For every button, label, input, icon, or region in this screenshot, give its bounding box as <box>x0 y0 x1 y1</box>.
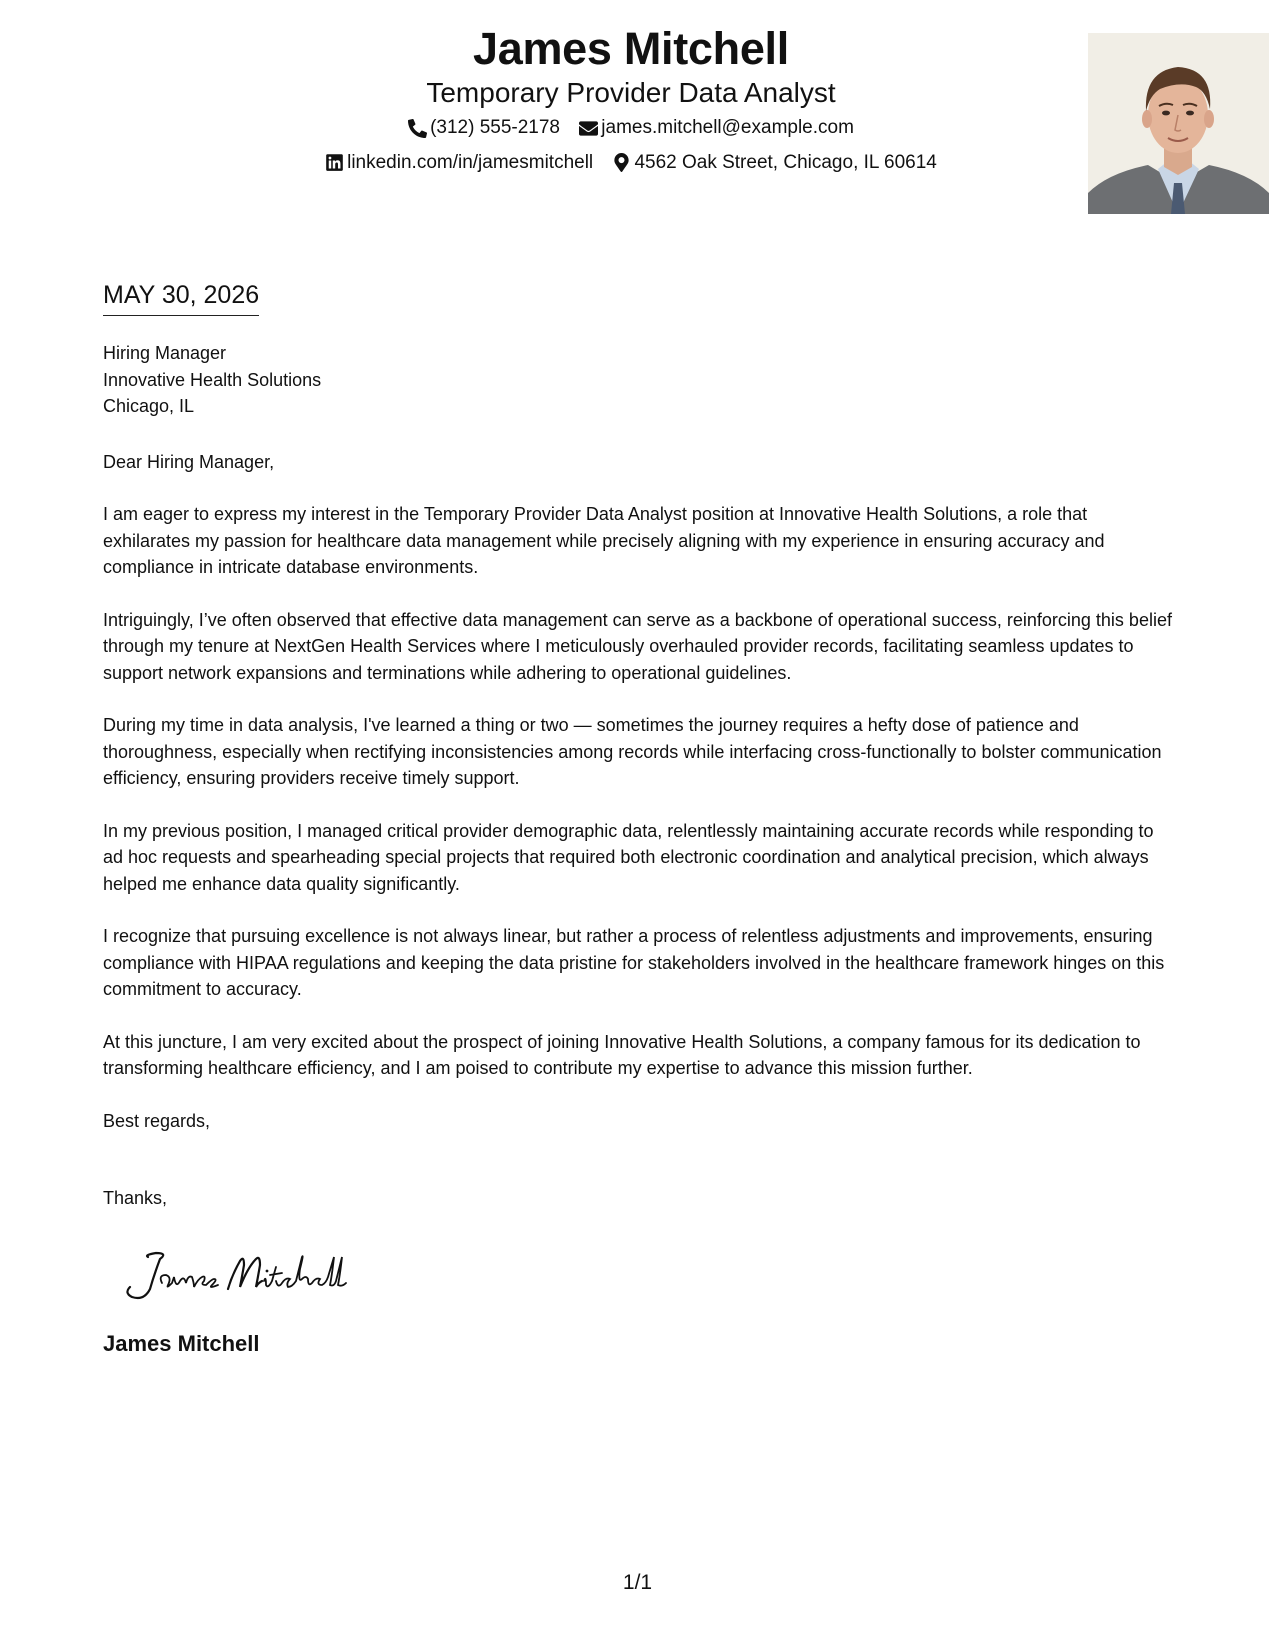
profile-photo <box>1088 33 1269 214</box>
profile-photo-image <box>1088 33 1269 214</box>
body-paragraph: At this juncture, I am very excited about the prospect of joining Innovative Health Solutions, a company famous for its dedication to transforming healthcare efficiency, and I am poised to contribute my expertise to advance this mission further. <box>103 1031 1141 1078</box>
street-address: 4562 Oak Street, Chicago, IL 60614 <box>634 151 937 173</box>
page-number: 1/1 <box>622 1571 653 1594</box>
phone-icon <box>408 119 427 138</box>
applicant-job-title: Temporary Provider Data Analyst <box>426 77 836 108</box>
thanks-line: Thanks, <box>103 1188 168 1208</box>
header-text-block <box>103 22 1159 179</box>
body-paragraph: During my time in data analysis, I've learned a thing or two — sometimes the journey requires a hefty dose of patience and thoroughness, especially when rectifying inconsistencies among records while interfacing cross-functionally to bolster communication efficiency, ensuring providers receive timely support. <box>103 715 1162 788</box>
recipient-title: Hiring Manager <box>103 343 227 363</box>
letter-header <box>103 22 1159 218</box>
letter-date-block <box>103 279 259 316</box>
map-marker-icon <box>612 153 631 172</box>
signature-image <box>110 1245 370 1305</box>
letter-body <box>103 340 1178 1212</box>
body-paragraph: I recognize that pursuing excellence is not always linear, but rather a process of relentless adjustments and improvements, ensuring compliance with HIPAA regulations and keeping the data pristine for stakeholders involved in the healthcare framework hinges on this commitment to accuracy. <box>103 926 1165 999</box>
contact-address <box>612 151 936 175</box>
body-paragraph: Intriguingly, I’ve often observed that effective data management can serve as a backbone of operational success, reinforcing this belief through my tenure at NextGen Health Services where I meticulously overhauled provider records, facilitating seamless updates to support network expansions and terminations while adhering to operational guidelines. <box>103 609 1172 683</box>
linkedin-url: linkedin.com/in/jamesmitchell <box>347 151 594 173</box>
contact-row-primary <box>103 116 1159 145</box>
body-paragraph: I am eager to express my interest in the Temporary Provider Data Analyst position at Innovative Health Solutions, a role that exhilarates my passion for healthcare data management while precisely aligning with my experience in ensuring accuracy and compliance in intricate database environments. <box>103 504 1105 577</box>
signer-name: James Mitchell <box>103 1331 260 1356</box>
email-address: james.mitchell@example.com <box>601 117 854 138</box>
phone-number: (312) 555-2178 <box>430 117 560 138</box>
contact-email <box>579 116 854 140</box>
closing-line: Best regards, <box>103 1110 211 1131</box>
salutation: Dear Hiring Manager, <box>103 451 275 472</box>
contact-phone <box>408 116 560 140</box>
contact-linkedin <box>325 151 593 175</box>
envelope-icon <box>579 119 598 138</box>
linkedin-icon <box>325 153 344 172</box>
contact-row-secondary <box>103 151 1159 180</box>
recipient-location: Chicago, IL <box>103 396 195 416</box>
recipient-block <box>103 340 1178 420</box>
handwritten-signature <box>110 1245 370 1305</box>
applicant-name: James Mitchell <box>473 23 789 74</box>
recipient-company: Innovative Health Solutions <box>103 369 322 390</box>
letter-date: MAY 30, 2026 <box>103 279 259 316</box>
body-paragraph: In my previous position, I managed critical provider demographic data, relentlessly maintaining accurate records while responding to ad hoc requests and spearheading special projects that required both electronic coordination and analytical precision, which always helped me enhance data quality significantly. <box>103 820 1154 894</box>
